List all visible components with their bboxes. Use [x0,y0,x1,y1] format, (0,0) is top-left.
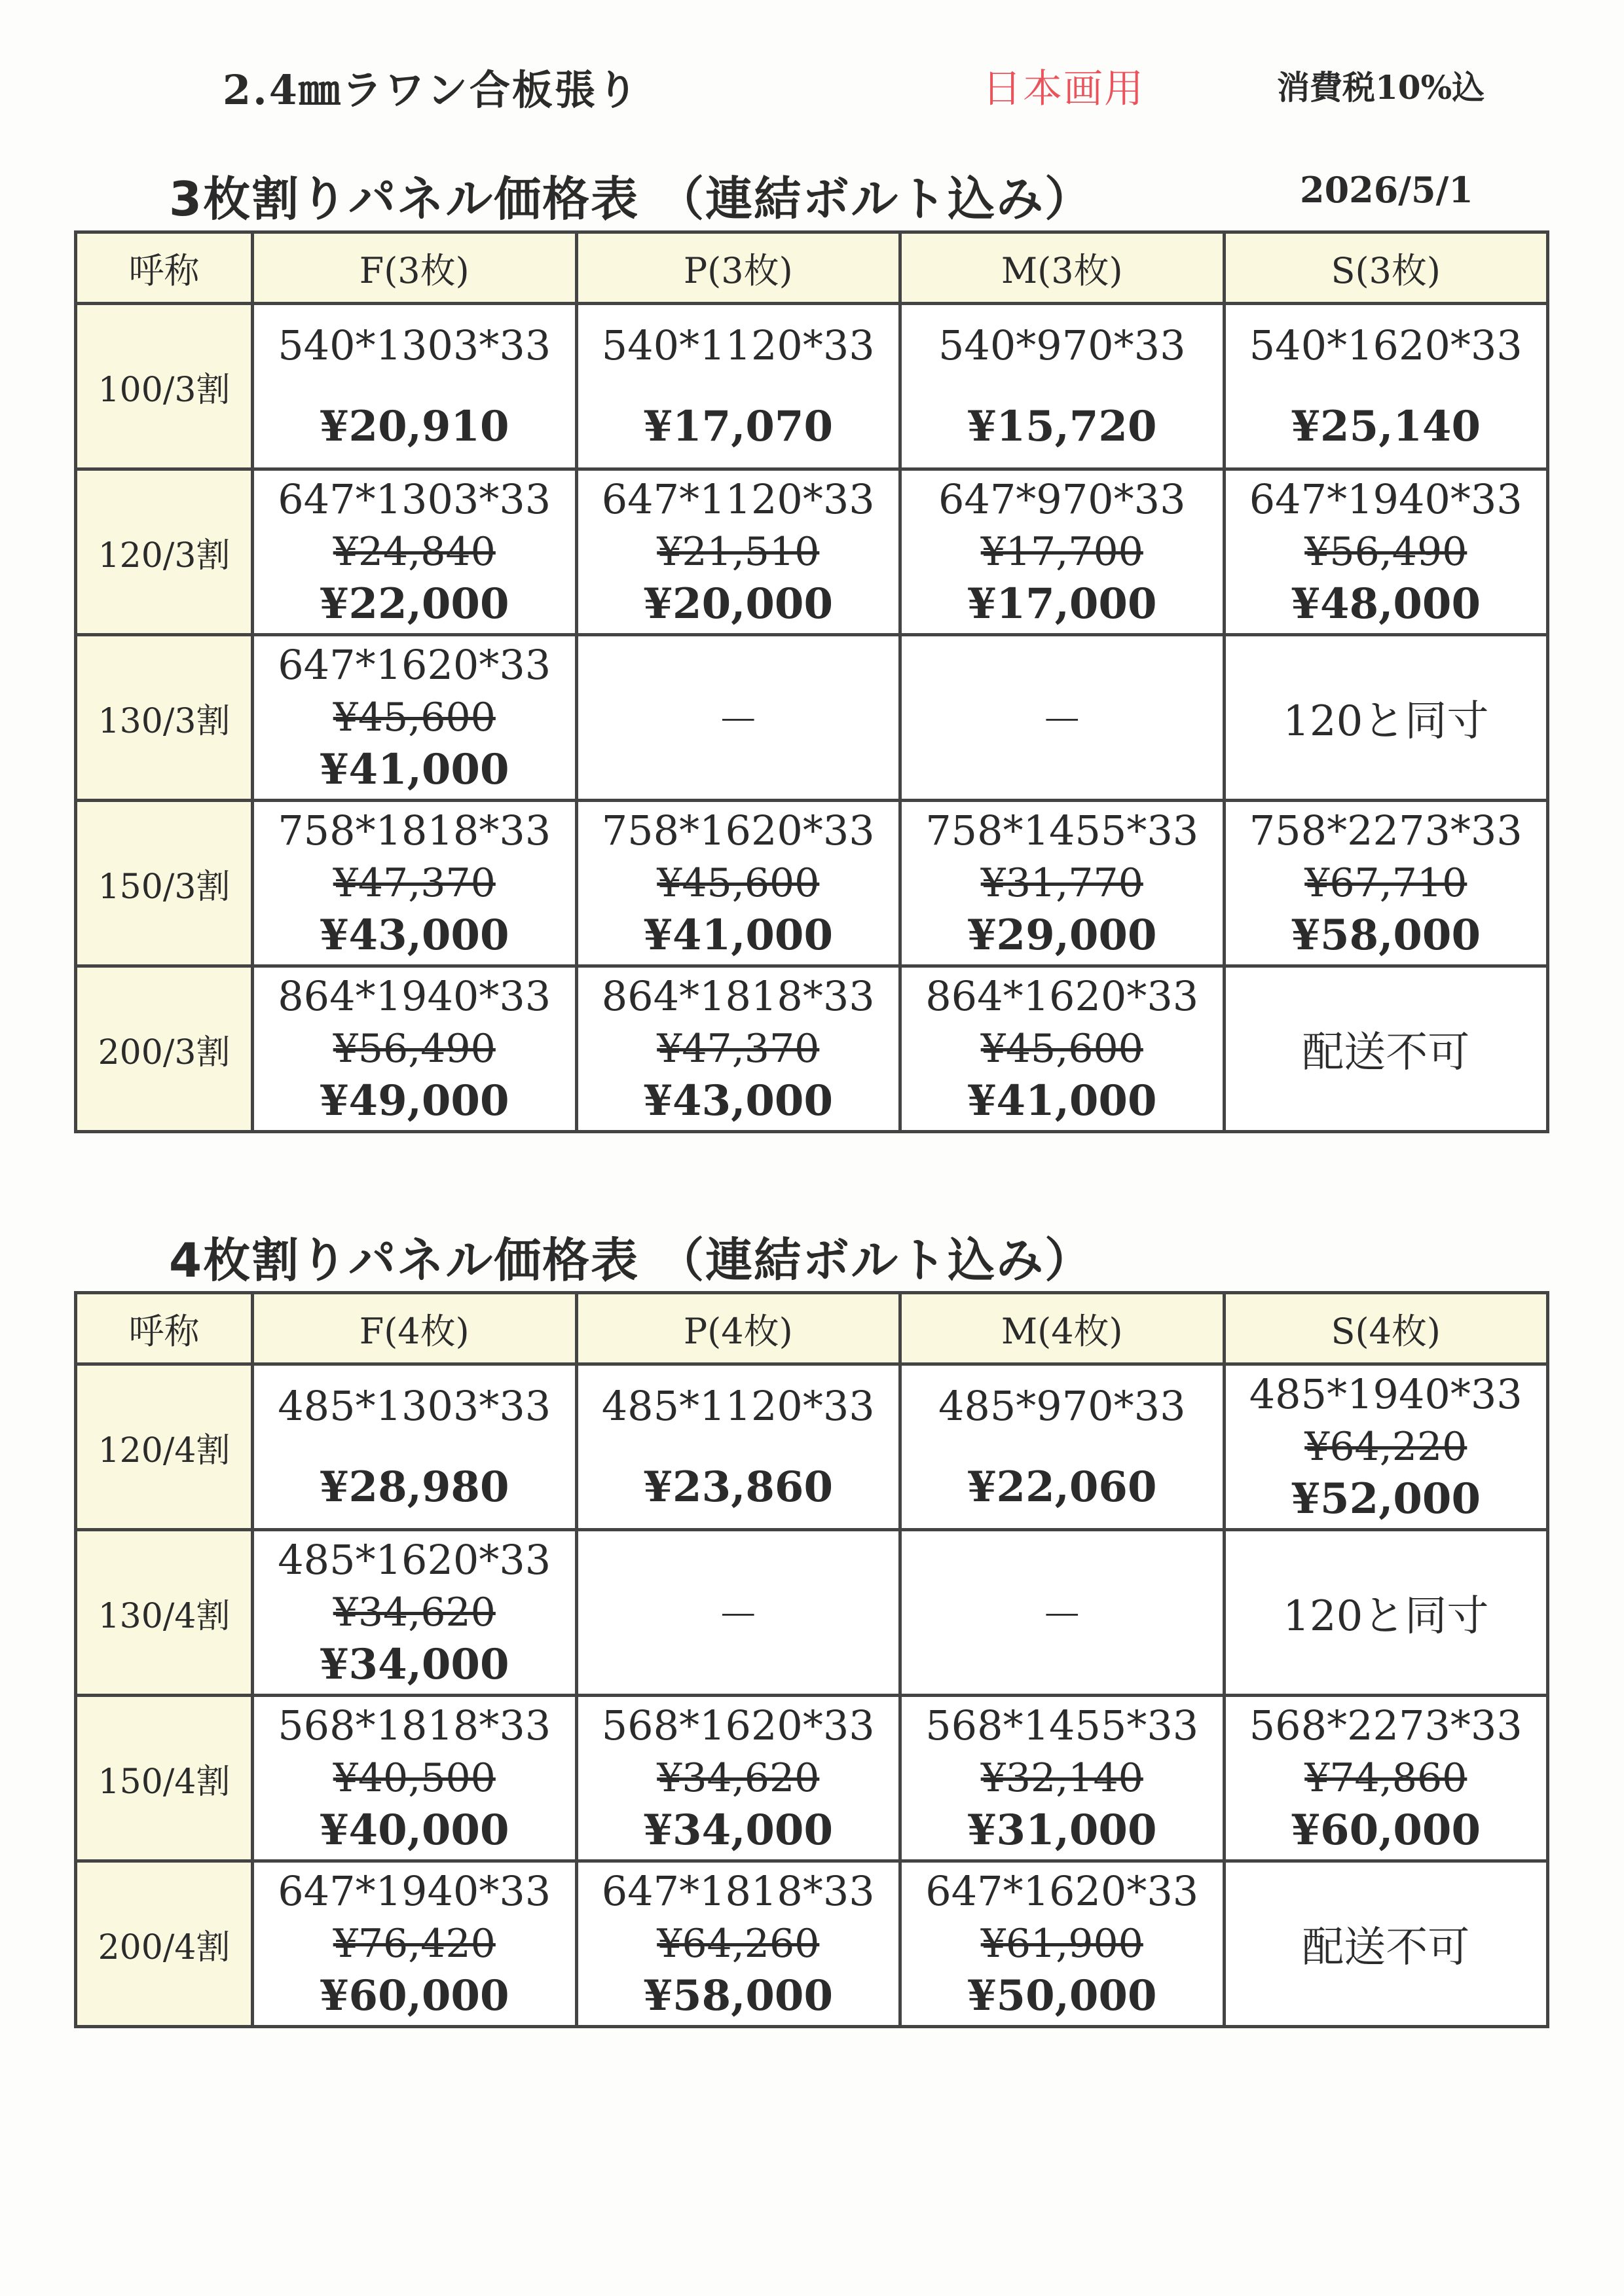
panel-dimensions: 647*1620*33 [278,641,551,689]
current-price: ¥20,910 [320,402,509,451]
panel-dimensions: 485*1620*33 [278,1536,551,1584]
spacer [578,1433,899,1461]
old-price-struck: ¥45,600 [657,860,820,906]
price-table-4 [74,1291,1549,2028]
current-price: ¥25,140 [1291,402,1481,451]
old-price-line [254,1753,575,1804]
tax-note: 消費税10%込 [1277,68,1485,107]
old-price-struck: ¥45,600 [333,695,496,740]
old-price-line [902,1918,1223,1969]
cell-note: － [1041,1592,1083,1641]
spacer [1226,373,1547,400]
old-price-line [578,1023,899,1074]
spacer [254,1433,575,1461]
spacer [902,373,1223,400]
panel-dimensions: 568*1620*33 [601,1702,875,1749]
row-size-label: 200/4割 [76,1861,253,2027]
panel-dimensions: 485*1940*33 [1249,1370,1522,1418]
panel-dimensions: 485*1120*33 [601,1382,875,1430]
column-header: P(3枚) [576,232,900,304]
old-price-line [578,1918,899,1969]
price-cell [1224,1861,1548,2027]
old-price-struck: ¥21,510 [657,529,820,575]
current-price: ¥43,000 [320,911,509,960]
current-price: ¥52,000 [1291,1474,1481,1523]
price-cell [253,1364,577,1530]
column-header: F(4枚) [253,1293,577,1364]
table-row [76,635,1548,801]
current-price: ¥15,720 [967,402,1157,451]
spacer [902,1433,1223,1461]
current-price: ¥41,000 [320,745,509,794]
price-cell [1224,966,1548,1132]
cell-note: 配送不可 [1302,1923,1470,1972]
old-price-line [578,526,899,577]
row-size-label: 120/3割 [76,469,253,635]
panel-dimensions: 485*1303*33 [278,1382,551,1430]
current-price: ¥22,000 [320,579,509,629]
column-header: P(4枚) [576,1293,900,1364]
current-price: ¥58,000 [1291,911,1481,960]
price-cell [900,1861,1225,2027]
column-header: M(4枚) [900,1293,1225,1364]
table-row [76,304,1548,469]
current-price: ¥50,000 [967,1971,1157,2020]
price-cell [576,635,900,801]
cell-note: 120と同寸 [1283,1592,1489,1641]
panel-dimensions: 485*970*33 [938,1382,1186,1430]
old-price-line [578,1753,899,1804]
column-header: S(3枚) [1224,232,1548,304]
old-price-struck: ¥64,220 [1304,1424,1467,1470]
old-price-struck: ¥45,600 [980,1026,1143,1072]
old-price-struck: ¥24,840 [333,529,496,575]
old-price-struck: ¥40,500 [333,1755,496,1801]
price-cell [576,966,900,1132]
cell-note: 配送不可 [1302,1029,1470,1077]
cell-note: 120と同寸 [1283,697,1489,746]
current-price: ¥23,860 [643,1463,833,1512]
cell-note: － [1041,697,1083,746]
column-header: S(4枚) [1224,1293,1548,1364]
document-title: 2.4㎜ラワン合板張り [223,66,640,114]
price-cell [253,966,577,1132]
price-cell [1224,801,1548,966]
panel-dimensions: 647*1620*33 [925,1867,1199,1915]
current-price: ¥22,060 [967,1463,1157,1512]
current-price: ¥28,980 [320,1463,509,1512]
row-size-label: 100/3割 [76,304,253,469]
column-header: M(3枚) [900,232,1225,304]
panel-dimensions: 568*1455*33 [925,1702,1199,1749]
row-size-label: 200/3割 [76,966,253,1132]
price-cell [1224,1696,1548,1861]
old-price-struck: ¥32,140 [980,1755,1143,1801]
old-price-line [902,858,1223,909]
old-price-line [902,1023,1223,1074]
table-header-row [76,1293,1548,1364]
row-size-label: 120/4割 [76,1364,253,1530]
panel-dimensions: 540*1303*33 [278,321,551,369]
old-price-struck: ¥34,620 [657,1755,820,1801]
panel-dimensions: 864*1818*33 [601,972,875,1020]
price-cell [1224,1530,1548,1696]
price-cell [1224,1364,1548,1530]
old-price-line [1226,858,1547,909]
price-cell [1224,469,1548,635]
row-size-label: 150/4割 [76,1696,253,1861]
old-price-struck: ¥74,860 [1304,1755,1467,1801]
price-cell [576,1530,900,1696]
price-cell [576,1696,900,1861]
old-price-struck: ¥47,370 [333,860,496,906]
price-cell [576,801,900,966]
old-price-struck: ¥67,710 [1304,860,1467,906]
old-price-struck: ¥61,900 [980,1921,1143,1967]
price-cell [900,1364,1225,1530]
price-date: 2026/5/1 [1300,169,1473,211]
old-price-line [1226,1753,1547,1804]
price-cell [253,1861,577,2027]
old-price-struck: ¥56,490 [333,1026,496,1072]
table-row [76,966,1548,1132]
panel-dimensions: 647*1303*33 [278,475,551,523]
old-price-struck: ¥56,490 [1304,529,1467,575]
table3-title: 3枚割りパネル価格表 （連結ボルト込み） [169,172,1094,227]
panel-dimensions: 758*1620*33 [601,807,875,854]
price-cell [576,304,900,469]
panel-dimensions: 647*970*33 [938,475,1186,523]
panel-dimensions: 758*2273*33 [1249,807,1522,854]
row-size-label: 130/3割 [76,635,253,801]
old-price-line [578,858,899,909]
cell-note: － [717,1592,760,1641]
price-cell [900,304,1225,469]
current-price: ¥60,000 [1291,1806,1481,1855]
price-cell [900,469,1225,635]
old-price-struck: ¥76,420 [333,1921,496,1967]
current-price: ¥20,000 [643,579,833,629]
old-price-struck: ¥17,700 [980,529,1143,575]
panel-dimensions: 758*1455*33 [925,807,1199,854]
current-price: ¥31,000 [967,1806,1157,1855]
panel-dimensions: 540*1120*33 [601,321,875,369]
price-cell [1224,304,1548,469]
panel-dimensions: 647*1818*33 [601,1867,875,1915]
column-header-size: 呼称 [76,1293,253,1364]
panel-dimensions: 540*970*33 [938,321,1186,369]
price-cell [253,1696,577,1861]
price-cell [900,801,1225,966]
price-cell [576,469,900,635]
current-price: ¥49,000 [320,1076,509,1125]
price-cell [900,1530,1225,1696]
table-row [76,1861,1548,2027]
panel-dimensions: 864*1620*33 [925,972,1199,1020]
spacer [254,373,575,400]
price-cell [253,469,577,635]
old-price-struck: ¥64,260 [657,1921,820,1967]
old-price-line [1226,1421,1547,1472]
current-price: ¥60,000 [320,1971,509,2020]
table-row [76,801,1548,966]
current-price: ¥17,070 [643,402,833,451]
panel-dimensions: 568*1818*33 [278,1702,551,1749]
panel-dimensions: 864*1940*33 [278,972,551,1020]
current-price: ¥48,000 [1291,579,1481,629]
current-price: ¥41,000 [643,911,833,960]
old-price-line [254,1587,575,1638]
old-price-line [254,692,575,743]
old-price-line [902,526,1223,577]
column-header-size: 呼称 [76,232,253,304]
current-price: ¥58,000 [643,1971,833,2020]
price-cell [253,1530,577,1696]
price-cell [900,966,1225,1132]
panel-dimensions: 758*1818*33 [278,807,551,854]
old-price-struck: ¥47,370 [657,1026,820,1072]
current-price: ¥17,000 [967,579,1157,629]
current-price: ¥29,000 [967,911,1157,960]
price-cell [1224,635,1548,801]
old-price-line [254,1023,575,1074]
table-row [76,1530,1548,1696]
old-price-line [254,526,575,577]
panel-dimensions: 647*1940*33 [278,1867,551,1915]
table-row [76,469,1548,635]
current-price: ¥40,000 [320,1806,509,1855]
table-header-row [76,232,1548,304]
old-price-line [902,1753,1223,1804]
price-cell [900,635,1225,801]
panel-dimensions: 647*1940*33 [1249,475,1522,523]
table-row [76,1364,1548,1530]
old-price-struck: ¥31,770 [980,860,1143,906]
current-price: ¥41,000 [967,1076,1157,1125]
table-row [76,1696,1548,1861]
old-price-struck: ¥34,620 [333,1590,496,1635]
current-price: ¥34,000 [320,1640,509,1689]
old-price-line [254,1918,575,1969]
row-size-label: 130/4割 [76,1530,253,1696]
column-header: F(3枚) [253,232,577,304]
old-price-line [1226,526,1547,577]
cell-note: － [717,697,760,746]
brand-label: 日本画用 [982,66,1145,112]
price-table-3 [74,230,1549,1133]
price-cell [576,1364,900,1530]
table4-title: 4枚割りパネル価格表 （連結ボルト込み） [169,1233,1094,1288]
price-cell [576,1861,900,2027]
price-cell [253,801,577,966]
price-cell [253,304,577,469]
old-price-line [254,858,575,909]
price-cell [900,1696,1225,1861]
panel-dimensions: 568*2273*33 [1249,1702,1522,1749]
spacer [578,373,899,400]
current-price: ¥34,000 [643,1806,833,1855]
panel-dimensions: 540*1620*33 [1249,321,1522,369]
price-cell [253,635,577,801]
row-size-label: 150/3割 [76,801,253,966]
current-price: ¥43,000 [643,1076,833,1125]
panel-dimensions: 647*1120*33 [601,475,875,523]
